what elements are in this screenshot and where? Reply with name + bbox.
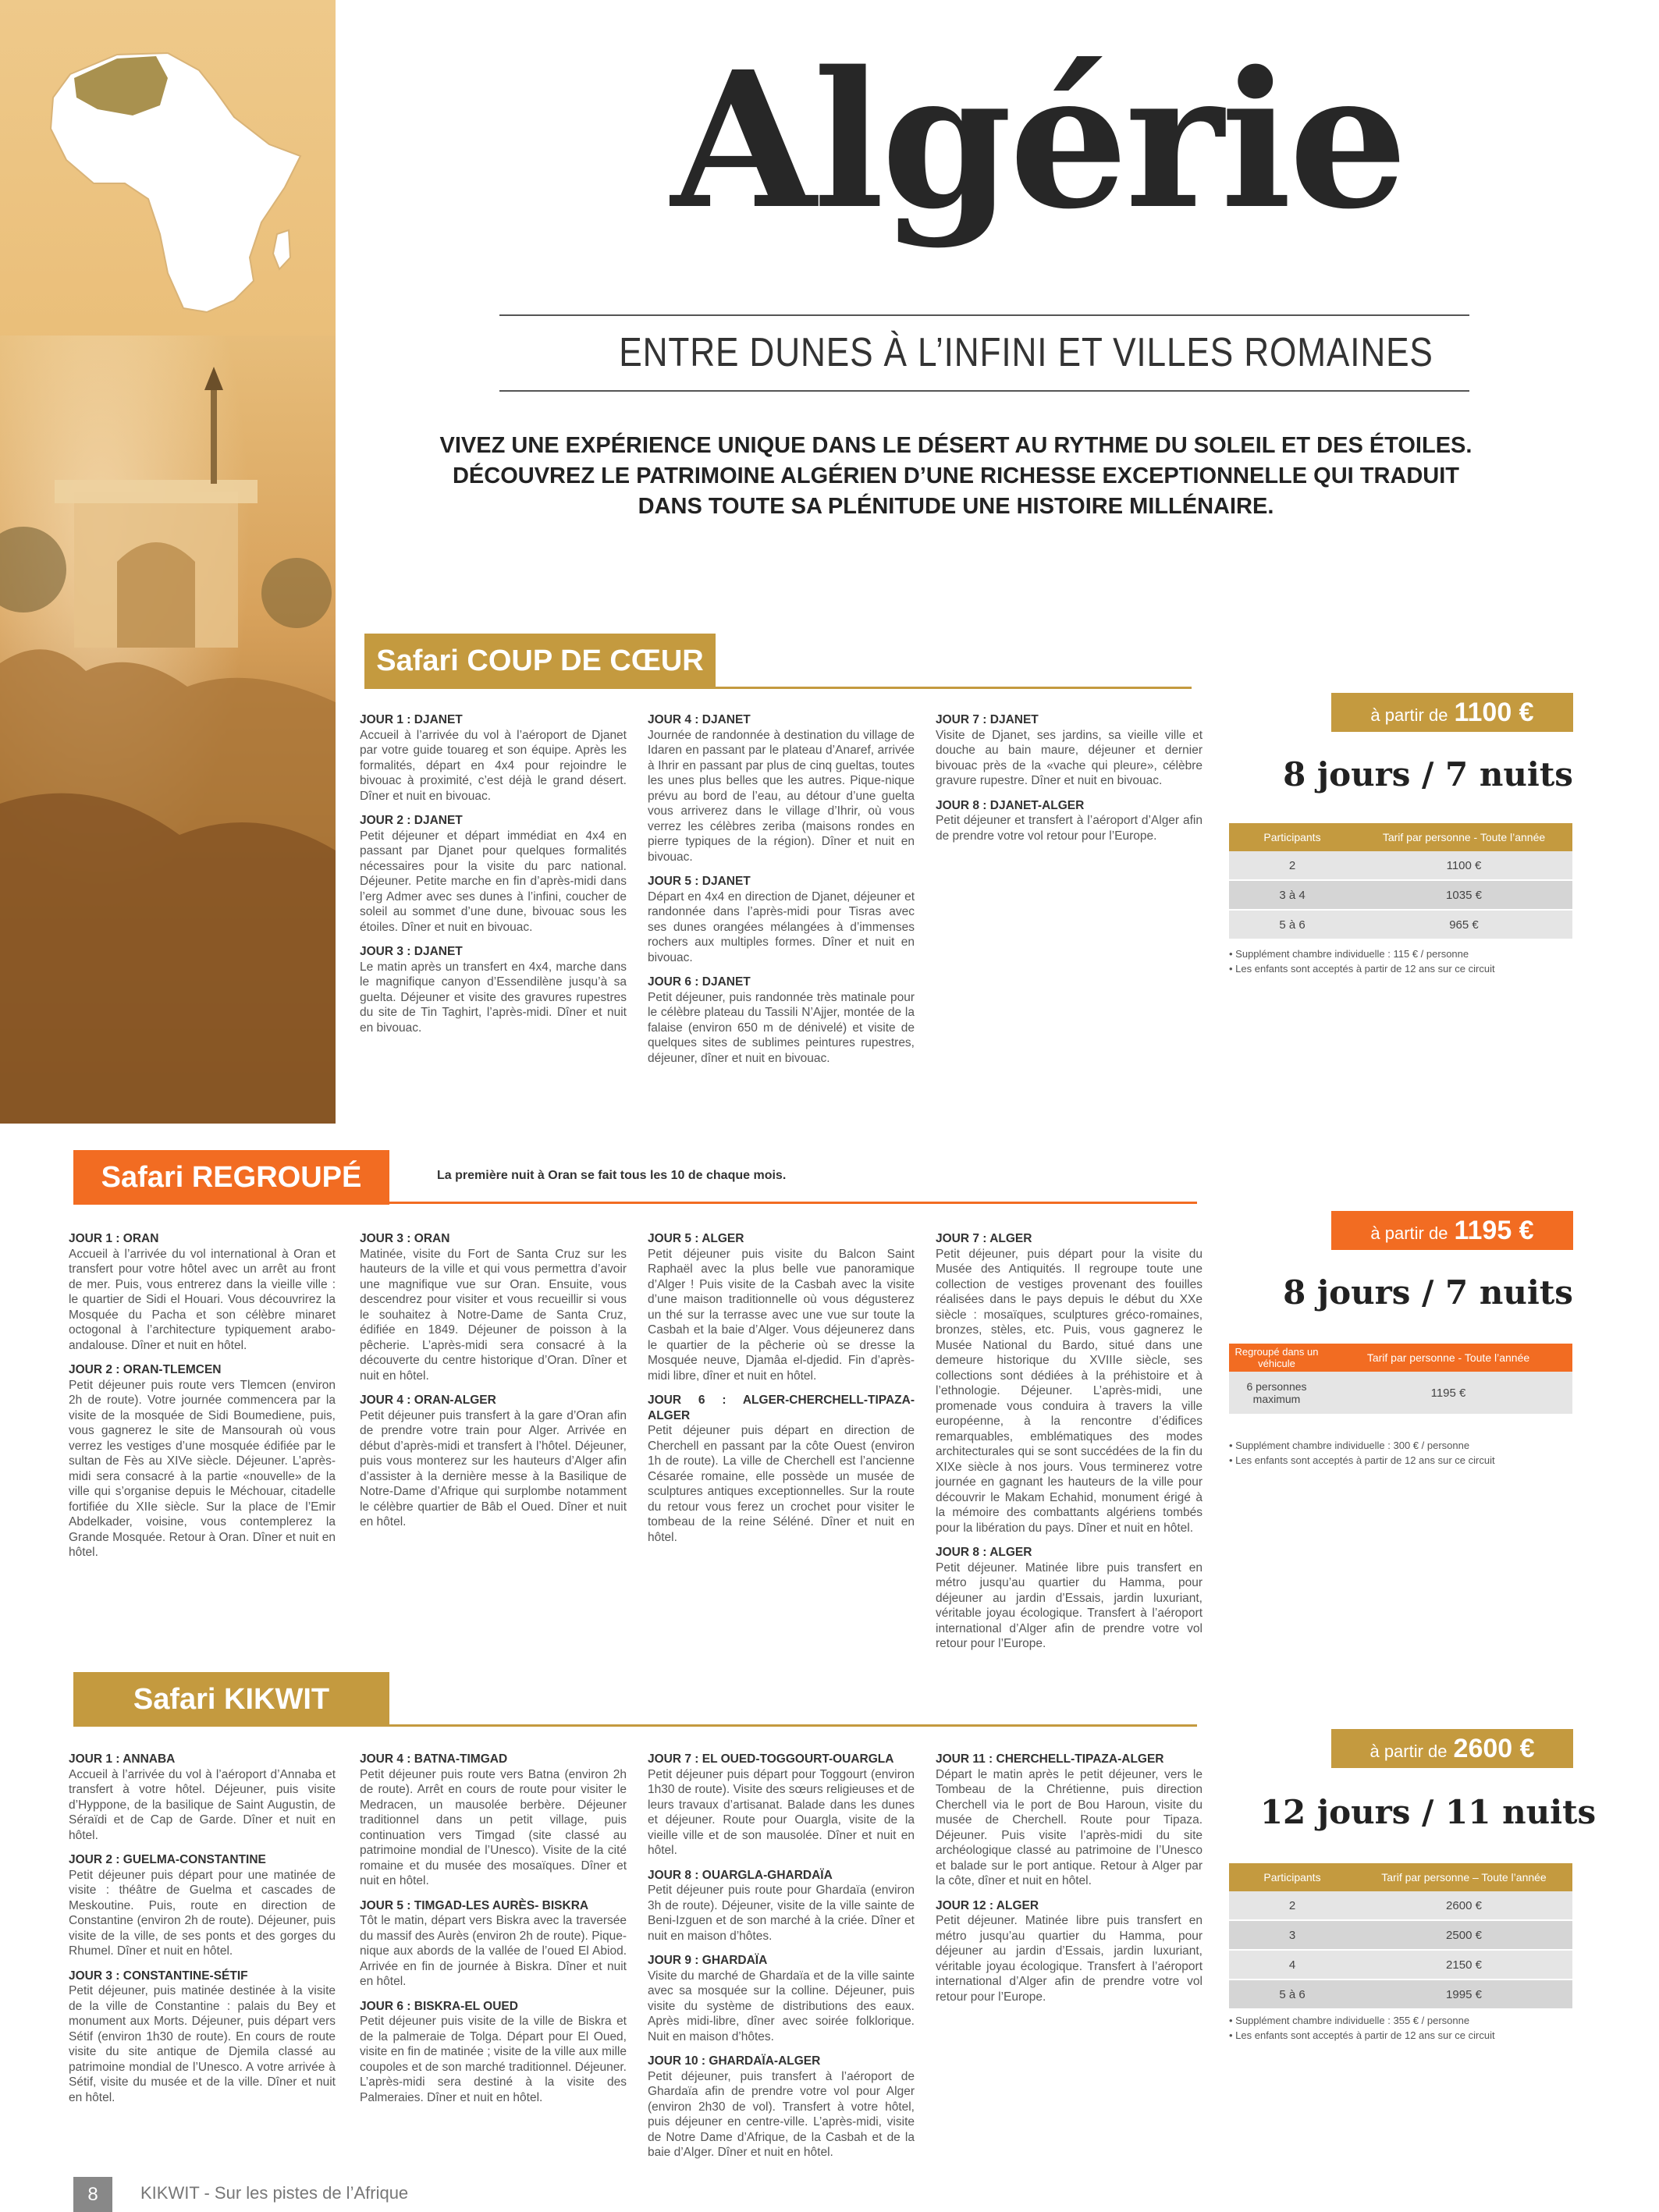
table-cell: 2500 €	[1355, 1920, 1572, 1950]
page-subtitle: ENTRE DUNES À L’INFINI ET VILLES ROMAINES	[619, 330, 1433, 375]
page-number: 8	[73, 2177, 112, 2212]
price-prefix: à partir de	[1370, 1223, 1448, 1243]
day-text: Petit déjeuner puis visite du Balcon Saint Raphaël avec la plus belle vue panoramique d’Alger ! Puis visite de la Casbah avec la visite d’une maison traditionnelle où vous dégusterez un thé sur la terrasse avec une vue sur toute la Casbah et la baie d’Alger. Vous déjeunerez dans le quartier de la pêcherie où se dresse la Mosquée neuve, Djamâa el-djedid. Fin d’après-midi libre, dîner et nuit en hôtel.	[648, 1247, 915, 1383]
day-heading: JOUR 3 : ORAN	[360, 1232, 450, 1245]
day-heading: JOUR 7 : DJANET	[936, 713, 1039, 726]
safari1-duration: 8 jours / 7 nuits	[1283, 755, 1573, 794]
day-text: Visite du marché de Ghardaïa et de la ville sainte avec sa mosquée sur la colline. Déjeuner, puis visite du système de distributions des eaux. Après midi-libre, dîner avec soirée folklorique. Nuit en maison d’hôtes.	[648, 1969, 915, 2043]
title-rule-bottom	[499, 390, 1469, 392]
day-text: Accueil à l’arrivée du vol à l’aéroport de Djanet par votre guide touareg et son équipe. Après les formalités, départ en 4x4 pour rejoindre le bivouac à proximité, c’est déjà le grand désert. Dîner et nuit en bivouac.	[360, 728, 627, 803]
intro-line: DANS TOUTE SA PLÉNITUDE UNE HISTOIRE MILLÉNAIRE.	[638, 494, 1274, 519]
table-cell: 6 personnes maximum	[1229, 1372, 1324, 1415]
day-heading: JOUR 7 : ALGER	[936, 1232, 1032, 1245]
table-cell: 3 à 4	[1229, 880, 1355, 910]
day-heading: JOUR 9 : GHARDAÏA	[648, 1954, 768, 1967]
safari2-note: La première nuit à Oran se fait tous les 10 de chaque mois.	[437, 1169, 787, 1182]
table-cell: 5 à 6	[1229, 1979, 1355, 2009]
table-cell: 2600 €	[1355, 1891, 1572, 1920]
day-heading: JOUR 7 : EL OUED-TOGGOURT-OUARGLA	[648, 1752, 894, 1766]
day-heading: JOUR 1 : ORAN	[69, 1232, 159, 1245]
table-header: Tarif par personne - Toute l’année	[1324, 1344, 1572, 1372]
day-heading: JOUR 8 : OUARGLA-GHARDAÏA	[648, 1868, 833, 1882]
day-heading: JOUR 1 : ANNABA	[69, 1752, 176, 1766]
day-heading: JOUR 8 : DJANET-ALGER	[936, 798, 1085, 812]
table-row	[1229, 1891, 1572, 1920]
day-text: Matinée, visite du Fort de Santa Cruz sur les hauteurs de la ville et qui vous permettra d’avoir une magnifique vue sur Oran. Ensuite, vous descendrez pour visiter et vous recueillir si vous le souhaitez à Notre-Dame de Santa Cruz, édifiée en 1849. Déjeuner de poisson à la pêcherie. L’après-midi sera consacré à la découverte du centre historique d’Oran. Dîner et nuit en hôtel.	[360, 1247, 627, 1383]
day-heading: JOUR 12 : ALGER	[936, 1898, 1039, 1912]
day-heading: JOUR 2 : GUELMA-CONSTANTINE	[69, 1853, 266, 1866]
note-line: • Supplément chambre individuelle : 115 € / personne	[1229, 948, 1469, 960]
note-line: • Les enfants sont acceptés à partir de 12 ans sur ce circuit	[1229, 1454, 1495, 1466]
day-text: Accueil à l’arrivée du vol international à Oran et transfert pour votre hôtel avec un arrêt au front de mer. Puis, vous entrerez dans la vieille ville : le quartier de Sidi el Houari. Vous découvrirez la Mosquée du Pacha et son célèbre minaret octogonal à l’architecture typiquement arabo-andalouse. Dîner et nuit en hôtel.	[69, 1247, 336, 1352]
safari3-duration: 12 jours / 11 nuits	[1259, 1793, 1597, 1831]
intro-line: VIVEZ UNE EXPÉRIENCE UNIQUE DANS LE DÉSERT AU RYTHME DU SOLEIL ET DES ÉTOILES.	[439, 433, 1472, 458]
day-heading: JOUR 3 : CONSTANTINE-SÉTIF	[69, 1969, 248, 1983]
day-heading: JOUR 4 : ORAN-ALGER	[360, 1394, 496, 1407]
day-text: Petit déjeuner puis départ en direction de Cherchell en passant par la côte Ouest (environ 1h de route). La ville de Cherchell est l’ancienne Césarée romaine, elle possède un musée de sculptures antiques exceptionnelles. Sur la route du retour vous ferez un crochet pour visiter le tombeau de la reine Séléné. Dîner et nuit en hôtel.	[648, 1424, 915, 1544]
intro-text	[437, 431, 1475, 522]
price-prefix: à partir de	[1370, 705, 1448, 725]
africa-map-icon	[0, 0, 336, 336]
safari2-price-table	[1229, 1344, 1572, 1415]
day-text: Petit déjeuner, puis transfert à l’aéroport de Ghardaïa afin de prendre votre vol pour Alger (environ 2h30 de vol). Transfert à votre hôtel, puis déjeuner en centre-ville. L’après-midi, visite de Notre Dame d’Afrique, de la Casbah et de la baie d’Alger. Dîner et nuit en hôtel.	[648, 2069, 915, 2159]
safari1-price-table	[1229, 823, 1572, 940]
page-title: Algérie	[670, 30, 1405, 250]
table-row	[1229, 851, 1572, 880]
title-rule-top	[499, 314, 1469, 316]
day-heading: JOUR 4 : BATNA-TIMGAD	[360, 1752, 508, 1766]
table-header: Regroupé dans un véhicule	[1229, 1344, 1324, 1372]
table-cell: 2150 €	[1355, 1950, 1572, 1979]
day-heading: JOUR 1 : DJANET	[360, 713, 463, 726]
safari3-price-tag	[1331, 1729, 1573, 1768]
safari2-notes	[1229, 1438, 1588, 1468]
note-line: • Les enfants sont acceptés à partir de 12 ans sur ce circuit	[1229, 963, 1495, 975]
safari3-banner-line	[73, 1724, 1197, 1727]
day-text: Petit déjeuner puis départ pour Toggourt (environ 1h30 de route). Visite des sœurs religieuses et de leurs travaux d’artisanat. Balade dans les dunes et déjeuner. Route pour Ouargla, visite de la vieille ville et de son mausolée. Dîner et nuit en hôtel.	[648, 1767, 915, 1857]
safari3-notes	[1229, 2013, 1588, 2043]
day-text: Petit déjeuner puis départ pour une matinée de visite : théâtre de Guelma et cascades de Meskoutine. Puis, route en direction de Constantine (environ 2h de route). Déjeuner, puis visite de la ville, de ses ponts et des gorges du Rhumel. Dîner et nuit en hôtel.	[69, 1868, 336, 1958]
safari2-duration: 8 jours / 7 nuits	[1283, 1273, 1573, 1312]
safari1-banner-line	[364, 687, 1192, 689]
day-text: Petit déjeuner et départ immédiat en 4x4 en passant par Djanet pour quelques formalités nécessaires pour la visite du parc national. Déjeuner. Petite marche en fin d’après-midi dans l’erg Admer avec ses dunes à l’infini, coucher de soleil au sommet d’une dune, bivouac sous les étoiles. Dîner et nuit en bivouac.	[360, 829, 627, 934]
table-cell: 1995 €	[1355, 1979, 1572, 2009]
day-text: Journée de randonnée à destination du village de Idaren en passant par le plateau d’Anaref, arrivée à Ihrir en passant par plus de cinq gueltas, toutes les unes plus belles que les autres. Pique-nique prévu au bord de l’eau, au détour d’une guelta vous arriverez dans le village d’Ihrir, où vous verrez les célèbres zeriba (maisons rondes en pierre typiques de la région). Dîner et nuit en bivouac.	[648, 728, 915, 864]
day-text: Petit déjeuner puis visite de la ville de Biskra et de la palmeraie de Tolga. Départ pour El Oued, visite en fin de matinée ; visite de la ville aux mille coupoles et de son marché traditionnel. Déjeuner. L’après-midi sera destiné à la visite des Palmeraies. Dîner et nuit en hôtel.	[360, 2015, 627, 2104]
note-line: • Supplément chambre individuelle : 300 € / personne	[1229, 1440, 1470, 1451]
day-text: Petit déjeuner. Matinée libre puis transfert en métro jusqu’au quartier du Hamma, pour déjeuner au jardin d’Essais, jardin luxuriant, véritable joyau écologique. Transfert à l’aéroport international d’Alger afin de prendre votre vol retour pour l’Europe.	[936, 1560, 1203, 1650]
day-heading: JOUR 4 : DJANET	[648, 713, 751, 726]
table-header: Tarif par personne - Toute l’année	[1355, 823, 1572, 851]
safari1-column-1	[360, 712, 627, 1035]
day-text: Tôt le matin, départ vers Biskra avec la traversée du massif des Aurès (environ 2h de route). Pique-nique aux abords de la vallée de l’oued El Abiod. Arrivée en fin de journée à Biskra. Dîner et nuit en hôtel.	[360, 1914, 627, 1988]
safari3-column-4	[936, 1752, 1203, 2004]
day-text: Le matin après un transfert en 4x4, marche dans le magnifique canyon d’Essendilène jusqu’à sa guelta. Déjeuner et visite des gravures rupestres du site de Tin Taghirt, l’après-midi. Dîner et nuit en bivouac.	[360, 960, 627, 1035]
day-heading: JOUR 10 : GHARDAÏA-ALGER	[648, 2054, 821, 2068]
table-cell: 3	[1229, 1920, 1355, 1950]
table-row	[1229, 880, 1572, 910]
day-heading: JOUR 11 : CHERCHELL-TIPAZA-ALGER	[936, 1752, 1164, 1766]
day-text: Départ en 4x4 en direction de Djanet, déjeuner et randonnée dans l’après-midi pour Tisras avec ses dunes orangées mélangées à d’immenses rochers aux multiples formes. Dîner et nuit en bivouac.	[648, 889, 915, 964]
day-text: Petit déjeuner puis transfert à la gare d’Oran afin de prendre votre train pour Alger. Arrivée en début d’après-midi et transfert à l’hôtel. Déjeuner, puis vous monterez sur les hauteurs d’Alger afin d’assister à la dernière messe à la Basilique de Notre-Dame d’Afrique qui surplombe notamment le célèbre quartier de Bâb el Oued. Dîner et nuit en hôtel.	[360, 1408, 627, 1529]
table-row	[1229, 910, 1572, 939]
price-prefix: à partir de	[1369, 1742, 1448, 1761]
day-text: Petit déjeuner, puis départ pour la visite du Musée des Antiquités. Il regroupe toute une collection de vestiges provenant des fouilles réalisées dans le pays depuis le début du XXe siècle : mosaïques, sculptures gréco-romaines, bronzes, stèles, etc. Puis, vous gagnerez le Musée National du Bardo, situé dans une demeure historique du XVIIIe siècle, ses collections sont dédiées à la préhistoire et à l’ethnologie. Déjeuner. L’après-midi, une promenade vous conduira à travers la ville européenne, à la rencontre d’édifices remarquables, emblématiques des modes architecturales qui se sont succédées de la fin du XIXe siècle à nos jours. Vous terminerez votre journée en gagnant les hauteurs de la ville pour découvrir le Makam Echahid, monument érigé à la mémoire des combattants algériens tombés pour la libération du pays. Dîner et nuit en hôtel.	[936, 1247, 1203, 1535]
footer-text: KIKWIT - Sur les pistes de l’Afrique	[140, 2183, 409, 2203]
table-cell: 5 à 6	[1229, 910, 1355, 939]
day-heading: JOUR 6 : BISKRA-EL OUED	[360, 1999, 518, 2013]
madagascar-shape	[273, 230, 290, 269]
safari2-column-1	[69, 1231, 336, 1560]
monument-photo	[0, 336, 336, 1124]
day-heading: JOUR 6 : DJANET	[648, 975, 751, 989]
day-text: Petit déjeuner puis route vers Tlemcen (environ 2h de route). Votre journée commencera par la visite de la mosquée de Sidi Boumediene, puis, vous gagnerez le site de Mansourah où vous verrez les vestiges d’une mosquée édifiée par le sultan de Fès au XIVe siècle. Déjeuner. L’après-midi sera consacré à la partie «nouvelle» de la ville qui s’organise depuis le Méchouar, citadelle fortifiée du XIIe siècle. Sur la place de l’Emir Abdelkader, voisine, vous contemplerez la Grande Mosquée. Retour à Oran. Dîner et nuit en hôtel.	[69, 1378, 336, 1559]
day-heading: JOUR 5 : TIMGAD-LES AURÈS- BISKRA	[360, 1898, 589, 1912]
day-text: Petit déjeuner puis route pour Ghardaïa (environ 3h de route). Déjeuner, visite de la ville sainte de Beni-Izguen et de son marché à la criée. Dîner et nuit en maison d’hôtes.	[648, 1884, 915, 1943]
safari3-column-2	[360, 1752, 627, 2105]
day-heading: JOUR 6 : ALGER-CHERCHELL-TIPAZA-ALGER	[648, 1394, 915, 1422]
day-text: Petit déjeuner, puis matinée destinée à la visite de la ville de Constantine : palais du Bey et monument aux Morts. Déjeuner, puis départ vers Sétif (environ 1h30 de route). En cours de route visite du site antique de Djemila classé au patrimoine mondial de l’Unesco. A votre arrivée à Sétif, visite du musée et de la ville. Dîner et nuit en hôtel.	[69, 1984, 336, 2104]
table-cell: 1195 €	[1324, 1372, 1572, 1415]
note-line: • Les enfants sont acceptés à partir de 12 ans sur ce circuit	[1229, 2029, 1495, 2041]
day-heading: JOUR 2 : ORAN-TLEMCEN	[69, 1363, 222, 1376]
day-heading: JOUR 8 : ALGER	[936, 1546, 1032, 1559]
safari1-column-2	[648, 712, 915, 1066]
safari2-column-3	[648, 1231, 915, 1545]
intro-line: DÉCOUVREZ LE PATRIMOINE ALGÉRIEN D’UNE RICHESSE EXCEPTIONNELLE QUI TRADUIT	[452, 463, 1460, 488]
safari-kikwit-banner: Safari KIKWIT	[73, 1672, 389, 1727]
table-row	[1229, 1372, 1572, 1415]
price-value: 2600 €	[1453, 1734, 1535, 1763]
day-heading: JOUR 3 : DJANET	[360, 945, 463, 958]
safari2-column-2	[360, 1231, 627, 1530]
monument-illustration	[0, 336, 336, 1124]
day-heading: JOUR 5 : ALGER	[648, 1232, 744, 1245]
day-text: Petit déjeuner. Matinée libre puis transfert en métro jusqu’au quartier du Hamma, pour déjeuner au jardin d’Essais, jardin luxuriant, véritable joyau écologique. Transfert à l’aéroport international d’Alger afin de prendre votre vol retour pour l’Europe.	[936, 1914, 1203, 2004]
table-cell: 2	[1229, 1891, 1355, 1920]
day-text: Petit déjeuner puis route vers Batna (environ 2h de route). Arrêt en cours de route pour visiter le Medracen, un mausolée berbère. Déjeuner traditionnel dans un petit village, puis continuation vers Timgad (site classé au patrimoine mondial de l’Unesco). Visite de la cité romaine et du musée des mosaïques. Dîner et nuit en hôtel.	[360, 1767, 627, 1887]
table-cell: 1035 €	[1355, 880, 1572, 910]
table-cell: 2	[1229, 851, 1355, 880]
safari3-column-1	[69, 1752, 336, 2105]
safari-regroupe-banner: Safari REGROUPÉ	[73, 1150, 389, 1205]
safari2-price-tag	[1331, 1211, 1573, 1250]
table-cell: 4	[1229, 1950, 1355, 1979]
table-row	[1229, 1920, 1572, 1950]
day-text: Petit déjeuner, puis randonnée très matinale pour le célèbre plateau du Tassili N’Ajjer, montée de la falaise (environ 650 m de dénivelé) et visite de quelques sites de sublimes peintures rupestres, déjeuner, dîner et nuit en bivouac.	[648, 990, 915, 1065]
safari1-column-3	[936, 712, 1203, 843]
table-cell: 1100 €	[1355, 851, 1572, 880]
price-value: 1195 €	[1454, 1216, 1534, 1245]
price-value: 1100 €	[1454, 698, 1534, 727]
table-header: Tarif par personne – Toute l’année	[1355, 1863, 1572, 1891]
day-heading: JOUR 5 : DJANET	[648, 875, 751, 888]
table-header: Participants	[1229, 1863, 1355, 1891]
left-image-strip	[0, 0, 336, 1124]
safari-coup-de-coeur-banner: Safari COUP DE CŒUR	[364, 634, 716, 688]
safari1-price-tag	[1331, 693, 1573, 732]
table-cell: 965 €	[1355, 910, 1572, 939]
safari2-banner-line	[73, 1202, 1197, 1204]
safari3-price-table	[1229, 1863, 1572, 2010]
day-text: Départ le matin après le petit déjeuner, vers le Tombeau de la Chrétienne, puis direction Cherchell via le port de Bou Haroun, visite du musée de Cherchell. Route pour Tipaza. Déjeuner. Puis visite l’après-midi du site archéologique classé au patrimoine de l’Unesco et balade sur le port antique. Retour à Alger par la côte, dîner et nuit en hôtel.	[936, 1767, 1203, 1887]
safari1-notes	[1229, 946, 1588, 976]
note-line: • Supplément chambre individuelle : 355 € / personne	[1229, 2015, 1470, 2026]
day-text: Petit déjeuner et transfert à l’aéroport d’Alger afin de prendre votre vol retour pour l’Europe.	[936, 814, 1203, 843]
table-header: Participants	[1229, 823, 1355, 851]
table-row	[1229, 1950, 1572, 1979]
table-row	[1229, 1979, 1572, 2009]
day-text: Visite de Djanet, ses jardins, sa vieille ville et douche au bain maure, déjeuner et dernier bivouac près de la «vache qui pleure», célèbre gravure rupestre. Dîner et nuit en bivouac.	[936, 728, 1203, 787]
day-heading: JOUR 2 : DJANET	[360, 814, 463, 827]
day-text: Accueil à l’arrivée du vol à l’aéroport d’Annaba et transfert à votre hôtel. Déjeuner, puis visite d’Hyppone, de la basilique de Saint Augustin, de Séraïdi et de Cap de Garde. Dîner et nuit en hôtel.	[69, 1767, 336, 1842]
safari3-column-3	[648, 1752, 915, 2161]
safari2-column-4	[936, 1231, 1203, 1652]
